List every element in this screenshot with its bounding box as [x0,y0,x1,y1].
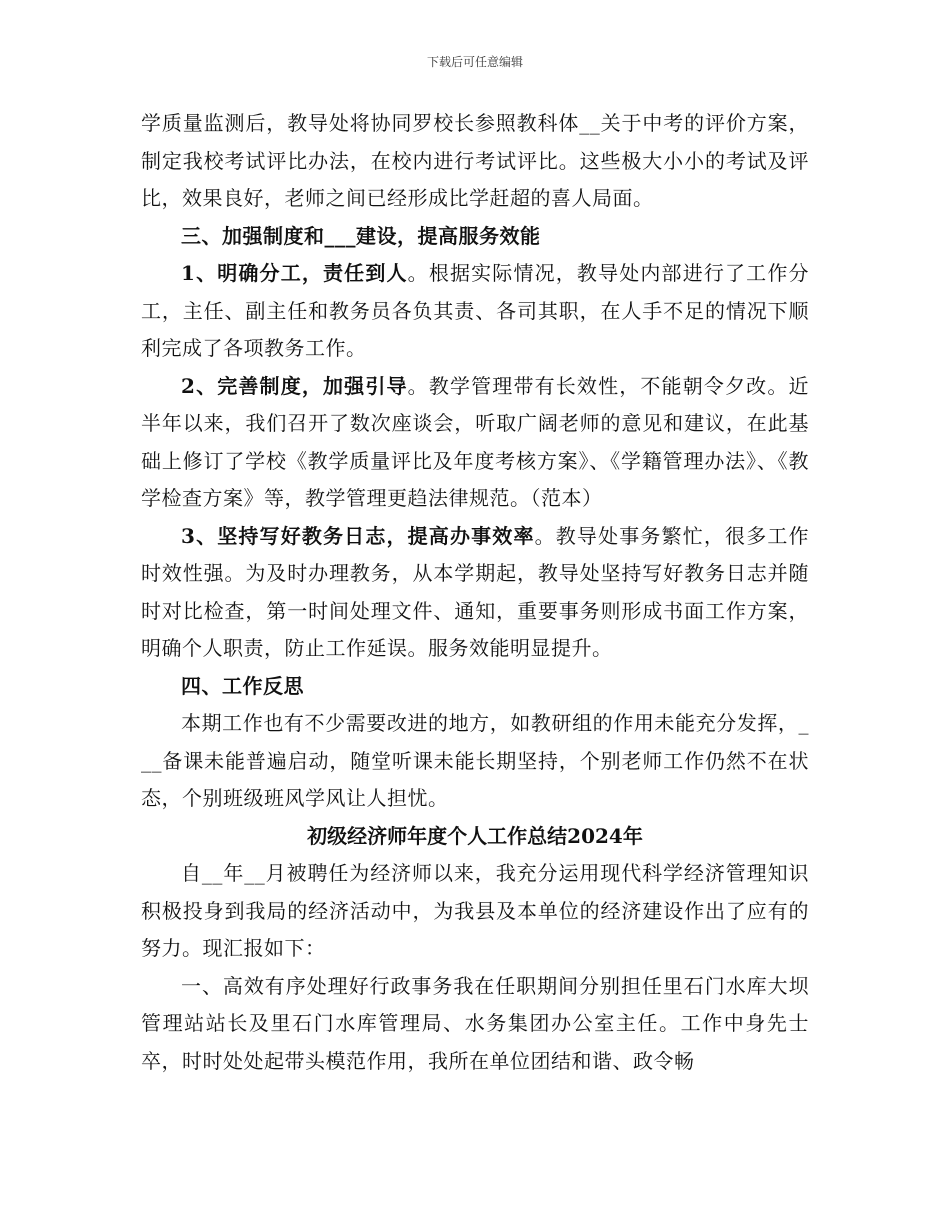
paragraph-lead-log: 3、坚持写好教务日志，提高办事效率 [181,523,535,548]
section-heading-3: 三、加强制度和___建设，提高服务效能 [181,223,541,248]
section-heading-4: 四、工作反思 [181,673,304,698]
paragraph-division-of-labor [141,255,809,368]
paragraph-body-log: 。教导处事务繁忙，很多工作时效性强。为及时办理教务，从本学期起，教导处坚持写好教务日志并随时对比检查，第一时间处理文件、通知，重要事务则形成书面工作方案，明确个人职责，防止工作延误。服务效能明显提升。 [141,523,810,660]
page-header-note: 下载后可任意编辑 [426,55,523,69]
document-body [141,105,809,1080]
paragraph-work-log [141,518,809,668]
paragraph-reflection: 本期工作也有不少需要改进的地方，如教研组的作用未能充分发挥，___备课未能普遍启动，随堂听课未能长期坚持，个别老师工作仍然不在状态，个别班级班风学风让人担忧。 [141,711,809,810]
paragraph-lead-division: 1、明确分工，责任到人 [181,261,408,285]
paragraph-admin-affairs: 一、高效有序处理好行政事务我在任职期间分别担任里石门水库大坝管理站站长及里石门水库管理局、水务集团办公室主任。工作中身先士卒，时时处处起带头模范作用，我所在单位团结和谐、政令畅 [141,973,809,1073]
paragraph-lead-system: 2、完善制度，加强引导 [181,373,408,398]
paragraph-body-division: 。根据实际情况，教导处内部进行了工作分工，主任、副主任和教务员各负其责、各司其职，在人手不足的情况下顺利完成了各项教务工作。 [141,261,809,360]
paragraph-intro: 自__年__月被聘任为经济师以来，我充分运用现代科学经济管理知识积极投身到我局的经济活动中，为我县及本单位的经济建设作出了应有的努力。现汇报如下： [141,861,809,960]
paragraph-exam-evaluation: 学质量监测后，教导处将协同罗校长参照教科体__关于中考的评价方案，制定我校考试评比办法，在校内进行考试评比。这些极大小小的考试及评比，效果良好，老师之间已经形成比学赶超的喜人局面。 [141,111,809,210]
paragraph-body-system: 。教学管理带有长效性，不能朝令夕改。近半年以来，我们召开了数次座谈会，听取广阔老师的意见和建议，在此基础上修订了学校《教学质量评比及年度考核方案》、《学籍管理办法》、《教学检查方案》等，教学管理更趋法律规范。（范本） [141,373,809,510]
paragraph-improve-system [141,368,809,518]
document-title: 初级经济师年度个人工作总结2024年 [307,823,643,848]
